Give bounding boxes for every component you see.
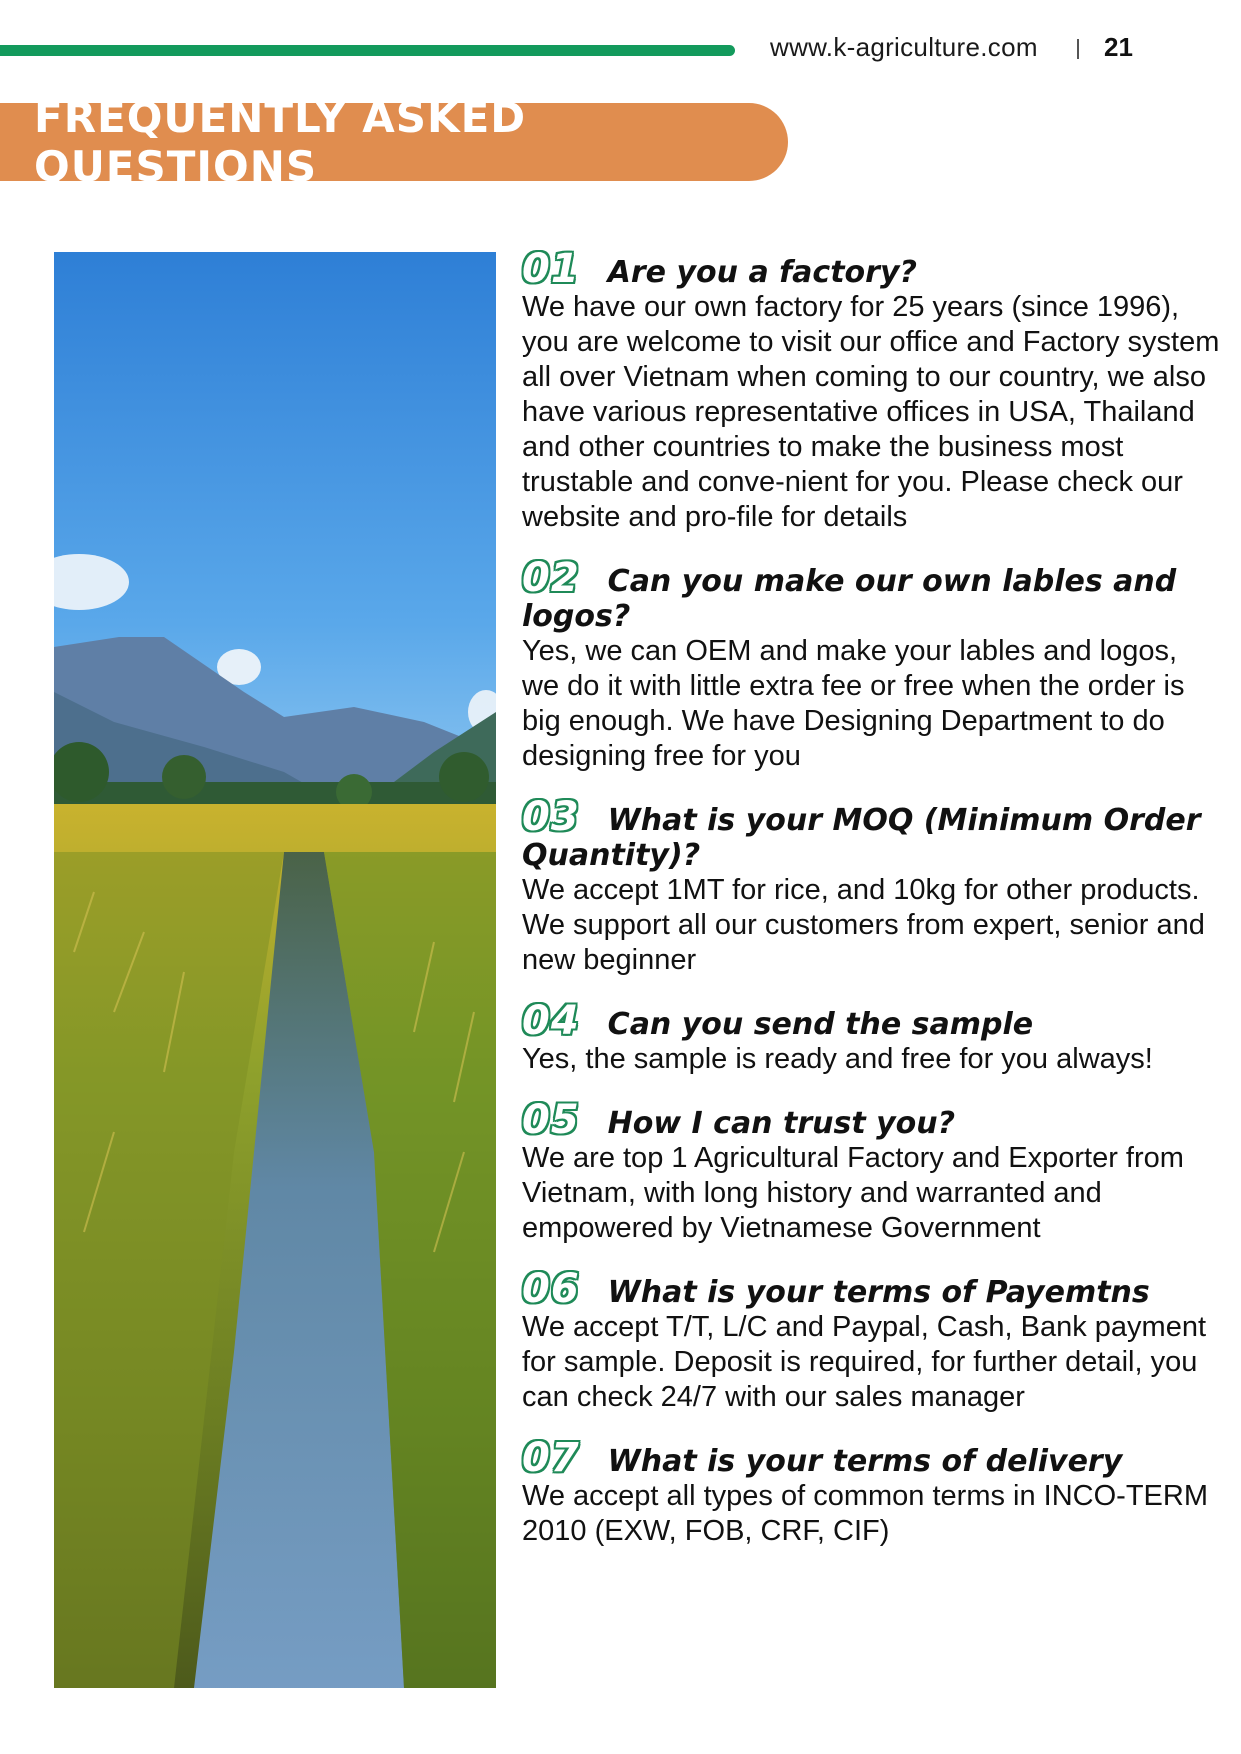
website-url[interactable]: www.k-agriculture.com [770, 32, 1038, 62]
faq-question-text: Are you a factory? [607, 255, 917, 290]
faq-number: 07 [522, 1435, 580, 1481]
faq-item [522, 1097, 1222, 1246]
faq-item [522, 998, 1222, 1077]
faq-answer: We accept all types of common terms in INCO-TERM 2010 (EXW, FOB, CRF, CIF) [522, 1480, 1208, 1547]
faq-item [522, 794, 1222, 978]
faq-answer: We accept T/T, L/C and Paypal, Cash, Bank payment for sample. Deposit is required, for further detail, you can check 24/7 with our sales manager [522, 1311, 1207, 1413]
faq-answer: We accept 1MT for rice, and 10kg for other products. We support all our customers from expert, senior and new beginner [522, 874, 1205, 976]
header-accent-bar [0, 45, 735, 56]
page-number: 21 [1104, 32, 1133, 62]
section-banner [0, 93, 788, 191]
faq-question-text: Can you send the sample [607, 1007, 1034, 1042]
rice-field-landscape-image [54, 252, 496, 1688]
faq-answer: We have our own factory for 25 years (since 1996), you are welcome to visit our office and Factory system all over Vietnam when coming to our country, we also have various representative offices in USA, Thailand and other countries to make the business most trustable and conve-nient for you. Please check our website and pro-file for details [522, 291, 1220, 533]
faq-answer: Yes, the sample is ready and free for you always! [522, 1043, 1153, 1075]
faq-item [522, 1435, 1222, 1549]
faq-item [522, 555, 1222, 774]
faq-question-text: What is your terms of Payemtns [607, 1275, 1150, 1310]
header-divider [1077, 39, 1079, 59]
faq-number: 04 [522, 998, 580, 1044]
faq-item [522, 246, 1222, 535]
faq-question-text: Can you make our own lables and logos? [522, 564, 1177, 634]
faq-question-text: What is your terms of delivery [607, 1444, 1123, 1479]
faq-item [522, 1266, 1222, 1415]
faq-question-text: What is your MOQ (Minimum Order Quantity)? [522, 803, 1201, 873]
faq-answer: We are top 1 Agricultural Factory and Exporter from Vietnam, with long history and warranted and empowered by Vietnamese Government [522, 1142, 1184, 1244]
faq-question-text: How I can trust you? [607, 1106, 956, 1141]
faq-number: 03 [522, 794, 580, 840]
faq-number: 01 [522, 246, 580, 292]
faq-question [522, 1435, 1222, 1481]
faq-question [522, 1266, 1222, 1312]
faq-question [522, 998, 1222, 1044]
faq-question [522, 1097, 1222, 1143]
faq-number: 02 [522, 555, 580, 601]
faq-question [522, 246, 1222, 292]
faq-list [522, 246, 1222, 1575]
faq-number: 06 [522, 1266, 580, 1312]
faq-question [522, 794, 1222, 873]
faq-question [522, 555, 1222, 634]
section-title: FREQUENTLY ASKED QUESTIONS [34, 93, 527, 191]
faq-number: 05 [522, 1097, 580, 1143]
faq-answer: Yes, we can OEM and make your lables and logos, we do it with little extra fee or free when the order is big enough. We have Designing Department to do designing free for you [522, 635, 1185, 772]
